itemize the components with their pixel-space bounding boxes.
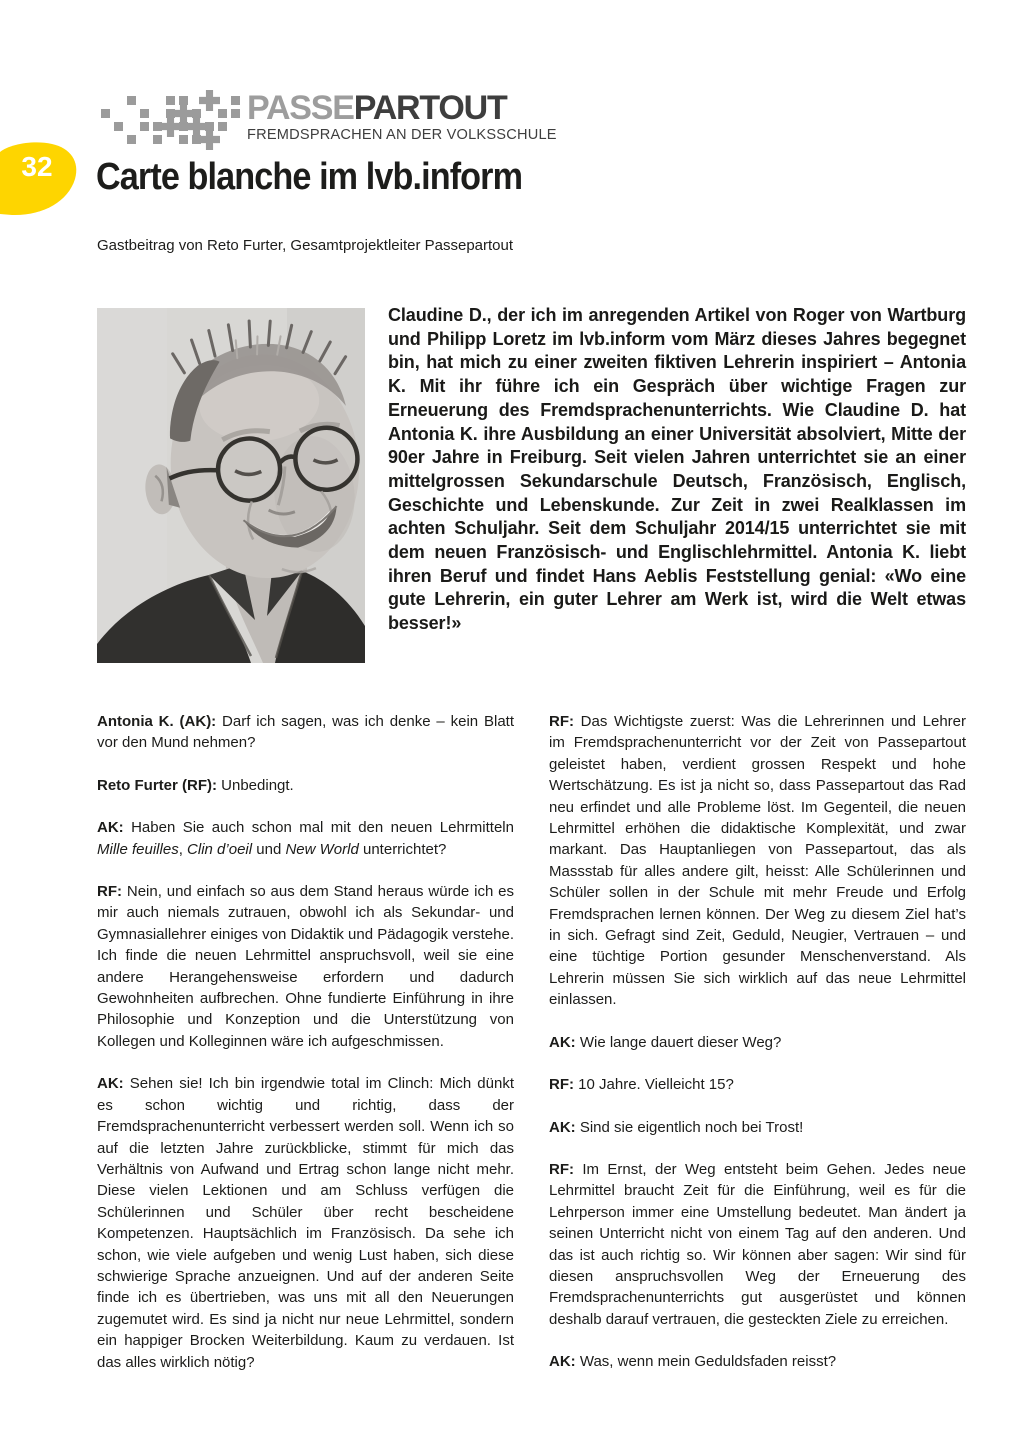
pixel-empty — [216, 94, 229, 107]
pixel-empty — [125, 107, 138, 120]
speaker-label: RF: — [549, 713, 574, 730]
speech-text: Nein, und einfach so aus dem Stand heraus würde ich es mir auch niemals zutrauen, obwohl ich als Sekundar- und Gymnasiallehrer einiges von Didaktik und Pädagogik verstehe. Ich finde die neuen Lehrmittel anspruchsvoll, weil sie eine andere Herangehensweise erfordern und dadurch Gewohnheiten aufbrechen. Ohne fundierte Einführung in ihre Philosophie und Konzeption und die Unterstützung von Kollegen und Kolleginnen wäre ich aufgeschmissen. — [97, 883, 514, 1050]
speaker-label: RF: — [549, 1076, 574, 1094]
pixel-square — [203, 94, 216, 107]
speech-text: Sind sie eigentlich noch bei Trost! — [575, 1118, 804, 1136]
speech-text: Haben Sie auch schon mal mit den neuen Lehrmitteln — [123, 819, 514, 837]
pixel-empty — [112, 94, 125, 107]
portrait-photo — [97, 308, 365, 663]
pixel-empty — [151, 107, 164, 120]
speech-text: Sehen sie! Ich bin irgendwie total im Clinch: Mich dünkt es schon wichtig und richtig, dass der Fremdsprachenunterricht verbessert werden soll. Wenn ich so auf die letzten Jahre zurückblicke, stimmt für mich das Verhältnis von Aufwand und Ertrag schon lange nicht mehr. Diese vielen Lektionen und am Schluss verfügen die Schülerinnen und Schüler über recht bescheidene Kompetenzen. Hauptsächlich im Französisch. Da sehe ich schon, wie viele aufgeben und wenig Lust haben, sich diese schwierige Sprache anzueignen. Und auf der anderen Seite finde ich es übertrieben, was uns mit all den Neuerungen zugemutet wird. Es sind ja nicht nur neue Lehrmittel, sondern ein happiger Brocken Weiterbildung. Kaum zu verdauen. Ist das alles wirklich nötig? — [97, 1075, 514, 1371]
pixel-square — [112, 120, 125, 133]
logo-title-dark: PARTOUT — [353, 89, 507, 127]
page-number: 32 — [21, 151, 53, 182]
pixel-square — [125, 94, 138, 107]
speaker-label: RF: — [549, 1160, 574, 1178]
speech-text: Was, wenn mein Geduldsfaden reisst? — [575, 1353, 837, 1371]
pixel-square — [125, 133, 138, 146]
pixel-empty — [164, 133, 177, 146]
speaker-label: Reto Furter (RF): — [97, 776, 217, 794]
pixel-square — [216, 107, 229, 120]
portrait-photo-drawing — [97, 308, 365, 663]
speech-text: Unbedingt. — [217, 776, 294, 794]
pixel-empty — [99, 133, 112, 146]
pixel-empty — [229, 133, 242, 146]
passepartout-pixel-logo — [99, 94, 242, 146]
pixel-empty — [151, 94, 164, 107]
speech-text: 10 Jahre. Vielleicht 15? — [574, 1076, 734, 1094]
pixel-square — [203, 133, 216, 146]
speaker-label: RF: — [97, 883, 122, 901]
speaker-label: AK: — [549, 1118, 576, 1136]
passepartout-logo — [99, 91, 569, 143]
pixel-empty — [112, 107, 125, 120]
logo-title — [247, 91, 557, 125]
pixel-empty — [203, 107, 216, 120]
pixel-square — [99, 107, 112, 120]
speaker-label: Antonia K. (AK): — [97, 713, 217, 730]
pixel-square — [177, 107, 190, 120]
pixel-empty — [138, 133, 151, 146]
speech-text: und — [252, 840, 286, 858]
pixel-square — [229, 107, 242, 120]
logo-wordmark — [247, 91, 557, 143]
interview-paragraph — [97, 817, 514, 860]
pixel-square — [138, 120, 151, 133]
speech-text: Darf ich sagen, was ich denke – kein Blatt vor den Mund nehmen? — [97, 713, 514, 752]
interview-paragraph — [97, 711, 514, 754]
speech-text: unterrichtet? — [358, 840, 447, 858]
speech-text: New World — [285, 840, 359, 858]
interview-paragraph — [97, 881, 514, 1052]
speech-text: Im Ernst, der Weg entsteht beim Gehen. Jedes neue Lehrmittel braucht Zeit für die Einführung, weil es für die Lehrperson immer eine Umstellung bedeutet. Man ändert ja seinen Unterricht nicht von einem Tag auf den anderen. Und das ist auch richtig so. Wir können aber sagen: Wir sind für diesen anspruchsvollen Weg der Erneuerung des Fremdsprachenunterrichts gut ausgerüstet und können deshalb darauf vertrauen, die gesteckten Ziele zu erreichen. — [549, 1160, 966, 1328]
speaker-label: AK: — [549, 1353, 576, 1371]
pixel-empty — [112, 133, 125, 146]
pixel-square — [216, 120, 229, 133]
interview-column-left — [97, 711, 514, 1394]
pixel-empty — [99, 94, 112, 107]
speaker-label: AK: — [97, 819, 124, 837]
speaker-label: AK: — [549, 1033, 576, 1051]
interview-column-right — [549, 711, 966, 1394]
interview-paragraph — [549, 1351, 966, 1372]
page-title: Carte blanche im lvb.inform — [96, 156, 523, 198]
logo-title-light: PASSE — [247, 89, 354, 127]
interview-paragraph — [549, 1074, 966, 1095]
interview-paragraph — [549, 711, 966, 1011]
pixel-square — [177, 133, 190, 146]
pixel-square — [190, 120, 203, 133]
pixel-square — [164, 120, 177, 133]
pixel-empty — [216, 133, 229, 146]
pixel-empty — [138, 94, 151, 107]
interview-paragraph — [549, 1117, 966, 1138]
article-intro: Claudine D., der ich im anregenden Artikel von Roger von Wartburg und Philipp Loretz im lvb.inform vom März dieses Jahres begegnet bin, hat mich zu einer zweiten fiktiven Lehrerin inspiriert – Antonia K. Mit ihr führe ich ein Gespräch über wichtige Fragen zur Erneuerung des Fremdsprachenunterrichts. Wie Claudine D. hat Antonia K. ihre Ausbildung an einer Universität absolviert, Mitte der 90er Jahre in Freiburg. Seit vielen Jahren unterrichtet sie an einer mittelgrossen Sekundarschule Deutsch, Französisch, Englisch, Geschichte und Lebenskunde. Zur Zeit in zwei Realklassen im achten Schuljahr. Seit dem Schuljahr 2014/15 unterrichtet sie mit dem neuen Französisch- und Englischlehrmittel. Antonia K. liebt ihren Beruf und findet Hans Aeblis Feststellung genial: «Wo eine gute Lehrerin, ein guter Lehrer am Werk ist, wird die Welt etwas besser!» — [388, 305, 966, 634]
pixel-empty — [125, 120, 138, 133]
interview-paragraph — [97, 775, 514, 796]
speech-text: Das Wichtigste zuerst: Was die Lehrerinnen und Lehrer im Fremdsprachenunterricht vor der Zeit von Passepartout geleistet haben, verdient grossen Respekt und hohe Wertschätzung. Es ist ja nicht so, dass Passepartout das Rad neu erfindet und alle Probleme löst. Im Gegenteil, die neuen Lehrmittel erhöhen die didaktische Komplexität, und zwar markant. Das Hauptanliegen von Passepartout, das als Massstab für alles andere gilt, heisst: Alle Schülerinnen und Schüler sollen in der Schule mit mehr Freude und Erfolg Fremdsprachen lernen können. Der Weg zu diesem Ziel hat’s in sich. Gefragt sind Zeit, Geduld, Neugier, Vertrauen – und eine tüchtige Portion gesunder Menschenverstand. Als Lehrerin müssen Sie sich wirklich auf das neue Lehrmittel einlassen. — [549, 713, 966, 1009]
speech-text: Mille feuilles — [97, 840, 179, 858]
pixel-square — [164, 94, 177, 107]
logo-subtitle: FREMDSPRACHEN AN DER VOLKSSCHULE — [247, 127, 557, 143]
speech-text: Wie lange dauert dieser Weg? — [575, 1033, 782, 1051]
speaker-label: AK: — [97, 1075, 124, 1093]
speech-text: , — [178, 840, 188, 858]
interview-paragraph — [549, 1159, 966, 1330]
interview-paragraph — [97, 1073, 514, 1373]
pixel-square — [151, 133, 164, 146]
pixel-empty — [99, 120, 112, 133]
interview-columns — [97, 711, 966, 1394]
pixel-square — [229, 94, 242, 107]
byline: Gastbeitrag von Reto Furter, Gesamtprojektleiter Passepartout — [97, 237, 514, 254]
speech-text: Clin d’oeil — [187, 840, 253, 858]
pixel-square — [138, 107, 151, 120]
interview-paragraph — [549, 1032, 966, 1053]
pixel-empty — [229, 120, 242, 133]
